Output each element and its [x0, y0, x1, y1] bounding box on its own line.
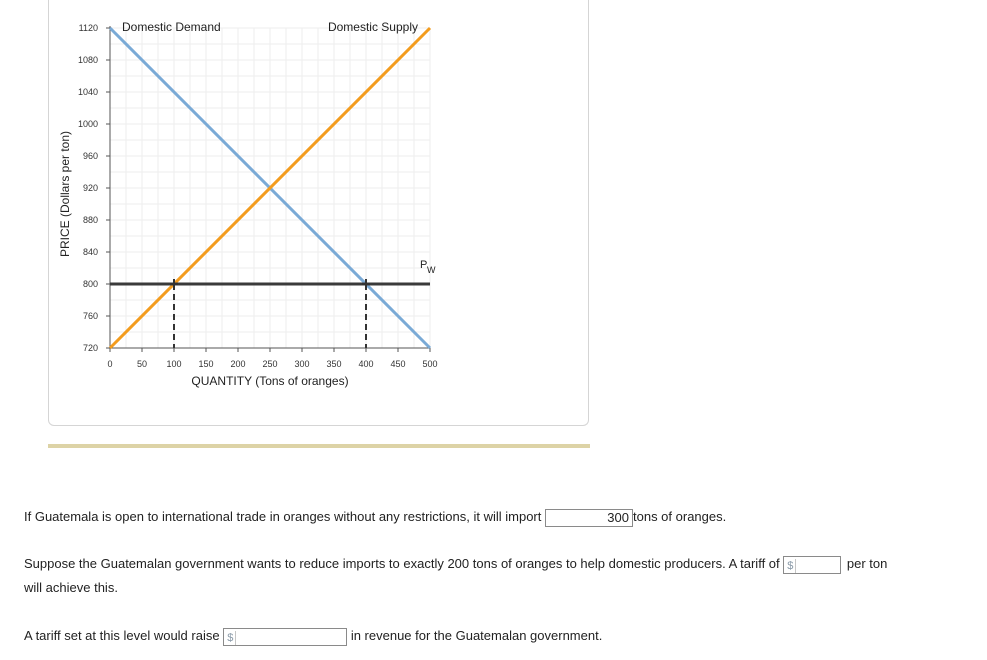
y-tick-label: 800: [82, 279, 98, 289]
x-tick-label: 400: [358, 359, 374, 369]
x-tick-label: 0: [107, 359, 113, 369]
q3-text: A tariff set at this level would raise: [24, 628, 220, 643]
y-tick-label: 760: [82, 311, 98, 321]
y-tick-label: 960: [82, 151, 98, 161]
x-axis-label: QUANTITY (Tons of oranges): [191, 374, 349, 388]
q1-text: If Guatemala is open to international trade in oranges without any restrictions, it will import: [24, 509, 542, 524]
tariff-input[interactable]: [783, 556, 841, 574]
domestic-demand-label: Domestic Demand: [122, 20, 221, 34]
y-tick-label: 1000: [77, 119, 98, 129]
revenue-input[interactable]: [223, 628, 347, 646]
q3-after: in revenue for the Guatemalan government.: [350, 628, 603, 643]
chart-panel: [48, 0, 589, 426]
y-tick-label: 920: [82, 183, 98, 193]
q2-line2: will achieve this.: [24, 580, 118, 595]
world-price-label: P: [420, 259, 428, 271]
question-3: [24, 627, 602, 646]
x-tick-label: 50: [136, 359, 148, 369]
imports-answer-value: 300: [607, 509, 629, 525]
domestic-supply-label: Domestic Supply: [327, 20, 418, 34]
y-ticks: [78, 23, 110, 353]
x-tick-label: 150: [198, 359, 214, 369]
q2-text: Suppose the Guatemalan government wants to reduce imports to exactly 200 tons of oranges to help domestic producers. A tariff of: [24, 556, 780, 571]
supply-demand-chart: [49, 0, 590, 426]
y-tick-label: 1120: [78, 23, 98, 33]
dollar-sign: $: [784, 559, 796, 573]
question-1: [24, 508, 726, 527]
x-tick-label: 200: [230, 359, 246, 369]
q2-after: per ton: [846, 556, 888, 571]
y-tick-label: 880: [82, 215, 98, 225]
x-tick-label: 500: [422, 359, 438, 369]
world-price-subscript: W: [427, 265, 436, 275]
dollar-sign: $: [224, 631, 236, 645]
x-tick-label: 250: [262, 359, 278, 369]
imports-answer-field[interactable]: [545, 509, 633, 527]
section-divider: [48, 444, 590, 448]
x-tick-label: 300: [294, 359, 310, 369]
x-tick-label: 350: [326, 359, 342, 369]
x-tick-label: 450: [390, 359, 406, 369]
x-tick-label: 100: [166, 359, 182, 369]
y-tick-label: 720: [82, 343, 98, 353]
q1-after: tons of oranges.: [633, 509, 727, 524]
question-2: [24, 555, 887, 574]
y-tick-label: 1040: [77, 87, 98, 97]
x-ticks: [107, 348, 437, 369]
y-axis-label: PRICE (Dollars per ton): [58, 130, 72, 258]
y-tick-label: 840: [82, 247, 98, 257]
y-tick-label: 1080: [77, 55, 98, 65]
